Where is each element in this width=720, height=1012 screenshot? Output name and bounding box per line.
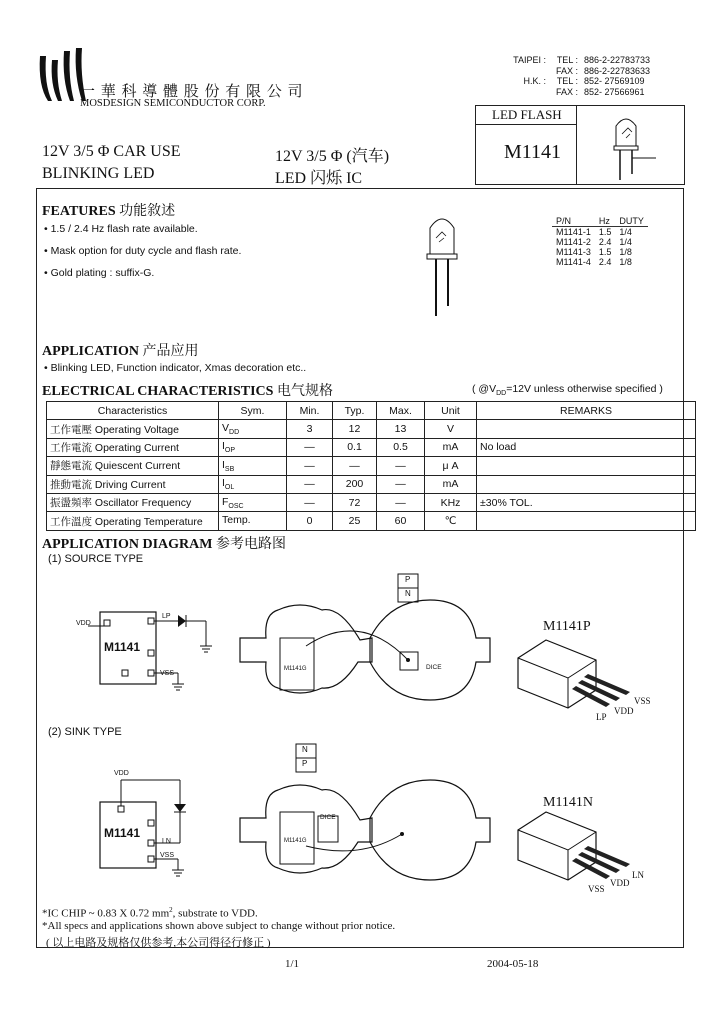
sink-pkg-pin: LN	[632, 870, 644, 880]
table-row: 工作溫度 Operating Temperature Temp. 0 25 60 ℃	[47, 512, 696, 530]
source-type-label: (1) SOURCE TYPE	[48, 553, 144, 565]
source-p-label: P	[405, 575, 411, 584]
table-row: 工作電壓 Operating Voltage $V_{DD}$ 3 12 13 V	[47, 420, 696, 438]
company-name-cn: 一 華 科 導 體 股 份 有 限 公 司	[80, 84, 304, 100]
table-row: 推動電流 Driving Current $I_{OL}$ — 200 — mA	[47, 475, 696, 493]
table-row: M1141-4 2.4 1/8	[556, 257, 632, 267]
table-header-row: Characteristics Sym. Min. Typ. Max. Unit REMARKS	[47, 402, 696, 420]
category-label: LED FLASH	[492, 107, 562, 122]
contact-row: TAIPEI : TEL : 886-2-22783733	[513, 55, 651, 65]
table-row: 靜態電流 Quiescent Current $I_{SB}$ — — — μ A	[47, 457, 696, 475]
led-icon	[604, 114, 664, 189]
sink-die-label: M1141G	[284, 838, 307, 844]
source-dice-label: DICE	[426, 664, 442, 671]
feature-item: • 1.5 / 2.4 Hz flash rate available.	[44, 223, 198, 235]
sink-vdd-label: VDD	[114, 770, 129, 777]
contact-row: FAX : 852- 27566961	[555, 86, 645, 97]
source-package-label: M1141P	[543, 619, 591, 634]
part-number-title: M1141	[504, 141, 562, 163]
page-number: 1/1	[285, 958, 300, 970]
sink-vss-label: VSS	[160, 852, 175, 859]
sink-n-label: N	[302, 745, 308, 754]
source-vdd-label: VDD	[76, 620, 91, 627]
sink-type-label: (2) SINK TYPE	[48, 726, 122, 738]
sink-dice-label: DICE	[320, 814, 336, 821]
title-right-2: LED 闪烁 IC	[275, 170, 363, 187]
contact-row: H.K. : TEL : 852- 27569109	[523, 76, 645, 86]
company-logo	[36, 46, 86, 106]
source-n-label: N	[405, 589, 411, 598]
note-chip-size: *IC CHIP ~ 0.83 X 0.72 $mm^2$, substrate to VDD.	[42, 906, 258, 920]
table-row: M1141-2 2.4 1/4	[556, 237, 632, 247]
source-chip-label: M1141	[104, 640, 141, 654]
source-vss-label: VSS	[160, 670, 175, 677]
source-pkg-pin: VSS	[634, 696, 651, 706]
features-heading: FEATURES 功能敘述	[42, 204, 176, 219]
source-pkg-pin: LP	[596, 712, 607, 722]
sink-pkg-pin: VDD	[610, 878, 630, 888]
electrical-heading: ELECTRICAL CHARACTERISTICS 电气规格	[42, 384, 333, 399]
contact-row: FAX : 886-2-22783633	[555, 65, 651, 76]
sink-pkg-pin: VSS	[588, 884, 605, 894]
application-text: • Blinking LED, Function indicator, Xmas decoration etc..	[44, 362, 307, 374]
feature-item: • Gold plating : suffix-G.	[44, 267, 155, 279]
led-illustration	[420, 210, 470, 325]
table-row: M1141-3 1.5 1/8	[556, 247, 632, 257]
application-heading: APPLICATION 产品应用	[42, 344, 199, 359]
feature-item: • Mask option for duty cycle and flash rate.	[44, 245, 242, 257]
table-row: 工作電流 Operating Current $I_{OP}$ — 0.1 0.5 mA No load	[47, 438, 696, 456]
source-pkg-pin: VDD	[614, 706, 634, 716]
note-disclaimer: *All specs and applications shown above subject to change without prior notice.	[42, 920, 396, 932]
title-left-2: BLINKING LED	[42, 165, 155, 182]
sink-chip-label: M1141	[104, 826, 141, 840]
document-date: 2004-05-18	[487, 958, 539, 970]
table-row: M1141-1 1.5 1/4	[556, 227, 632, 237]
title-right-1: 12V 3/5 Φ (汽车)	[275, 148, 390, 165]
electrical-table	[46, 401, 696, 531]
source-lp-label: LP	[162, 613, 171, 620]
sink-circuit-diagram	[60, 740, 720, 900]
electrical-condition: ( $@V_{DD}=12V$ unless otherwise specified )	[472, 383, 663, 398]
table-row: 振盪頻率 Oscillator Frequency $F_{OSC}$ — 72 — KHz ±30% TOL.	[47, 493, 696, 511]
product-box	[475, 105, 685, 185]
contact-block	[510, 55, 650, 97]
title-left-1: 12V 3/5 Φ CAR USE	[42, 143, 181, 160]
part-number-table: P/N Hz DUTY M1141-1 1.5 1/4 M1141-2 2.4 1/4 M1141-3 1.5 1/8 M1141-4 2.4 1/8	[552, 216, 648, 267]
diagram-heading: APPLICATION DIAGRAM 参考电路图	[42, 537, 286, 552]
sink-package-label: M1141N	[543, 795, 594, 810]
company-name-en: MOSDESIGN SEMICONDUCTOR CORP.	[80, 98, 266, 109]
source-die-label: M1141G	[284, 666, 307, 672]
sink-p-label: P	[302, 759, 308, 768]
sink-ln-label: LN	[162, 838, 171, 845]
note-disclaimer-cn: ( 以上电路及规格仅供参考,本公司得径行修正 )	[46, 937, 271, 949]
